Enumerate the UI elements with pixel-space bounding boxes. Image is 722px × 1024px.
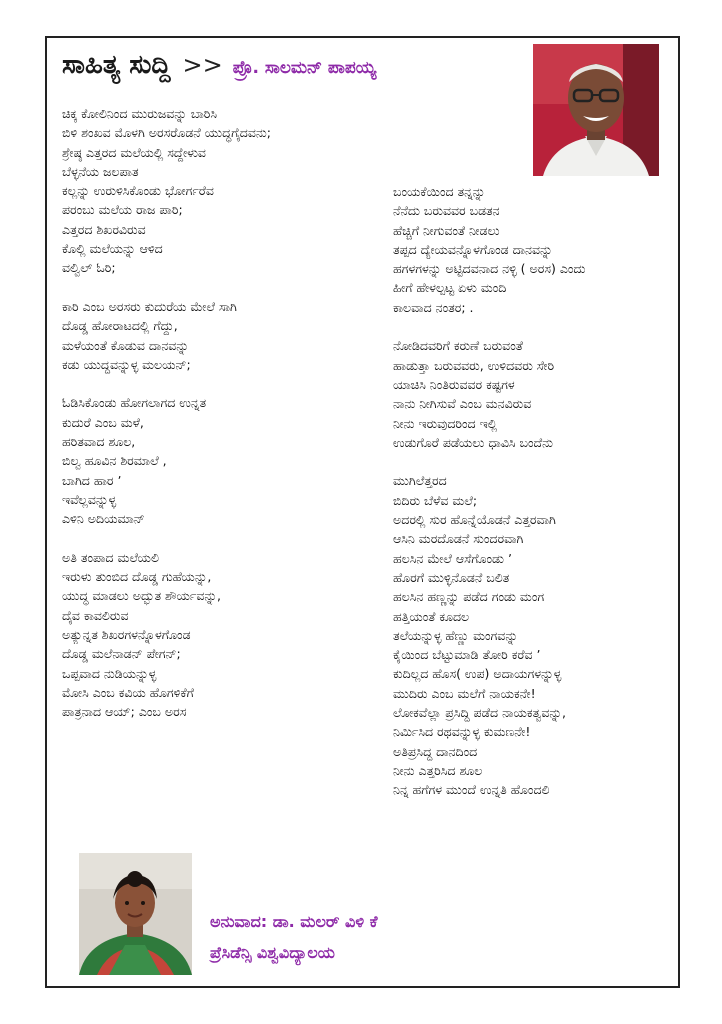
poet-photo <box>533 44 659 176</box>
poem-line: ಪಾತ್ರನಾದ ಆಯ್; ಎಂಬ ಅರಸ <box>62 704 187 720</box>
poem-line: ತಪ್ಪದ ದ್ಯೇಯವನ್ನೊಳಗೊಂಡ ದಾನವನ್ನು <box>393 241 553 257</box>
stanza-break <box>62 529 362 548</box>
page-title: ಸಾಹಿತ್ಯ ಸುದ್ದಿ <box>62 50 171 80</box>
poem-line: ಯಾಚಿಸಿ ನಿಂತಿರುವವರ ಕಷ್ಟಗಳ <box>393 376 515 392</box>
poem-line: ಅತಿ ತಂಪಾದ ಮಲೆಯಲಿ <box>62 549 159 565</box>
poem-line: ನೋಡಿದವರಿಗೆ ಕರುಣೆ ಬರುವಂತೆ <box>393 338 523 354</box>
stanza-break <box>62 374 362 393</box>
poem-line: ಕಾರಿ ಎಂಬ ಅರಸರು ಕುದುರೆಯ ಮೇಲೆ ಸಾಗಿ <box>62 298 237 314</box>
poem-line: ಬೆಳ್ಳನೆಯ ಜಲಪಾತ <box>62 163 139 179</box>
poem-line: ಹೆಚ್ಚಿಗೆ ನೀಗುವಂತೆ ನೀಡಲು <box>393 222 500 238</box>
translator-photo <box>79 853 192 975</box>
poem-line: ಹರಿತವಾದ ಶೂಲ, <box>62 434 136 450</box>
poem-line: ವಲ್ವಿಲ್ ಓರಿ; <box>62 260 116 276</box>
poem-line: ಹತ್ತಿಯಂತೆ ಕೂದಲ <box>393 608 470 624</box>
poem-line: ಮಳೆಯಂತೆ ಕೊಡುವ ದಾನವನ್ನು <box>62 337 189 353</box>
poem-line: ನಿನ್ನ ಹಗೆಗಳ ಮುಂದೆ ಉನ್ನತಿ ಹೊಂದಲಿ <box>393 782 550 798</box>
poem-line: ಅದರಲ್ಲಿ ಸುರ ಹೊನ್ನೆಯೊಡನೆ ಎತ್ತರವಾಗಿ <box>393 512 556 528</box>
poem-line: ಅತ್ಯುನ್ನತ ಶಿಖರಗಳನ್ನೊಳಗೊಂಡ <box>62 627 191 643</box>
title-separator: >> <box>182 51 223 79</box>
poem-line: ಹಲಸಿನ ಹಣ್ಣನ್ನು ಪಡೆದ ಗಂಡು ಮಂಗ <box>393 589 545 605</box>
poem-line: ಎಳಿನಿ ಅದಿಯಮಾನ್ <box>62 511 145 527</box>
poem-line: ಲೋಕವೆಲ್ಲಾ ಪ್ರಸಿದ್ಧಿ ಪಡೆದ ನಾಯಕತ್ವವನ್ನು, <box>393 705 566 721</box>
poem-line: ಹಗಳಗಳನ್ನು ಅಟ್ಟಿದವನಾದ ನಳ್ಳಿ ( ಅರಸ) ಎಂದು <box>393 261 586 277</box>
poem-line: ಹಾಡುತ್ತಾ ಬರುವವರು, ಉಳಿದವರು ಸೇರಿ <box>393 357 555 373</box>
poem-line: ಬಂಯಕೆಯಿಂದ ತನ್ನನ್ನು <box>393 184 486 199</box>
poem-line: ನಾನು ನೀಗಿಸುವೆ ಎಂಬ ಮನವಿರುವ <box>393 396 532 412</box>
poem-line: ಕೈಯಿಂದ ಬೆಟ್ಟುಮಾಡಿ ತೋರಿ ಕರೆವ ʼ <box>393 647 541 663</box>
poem-line: ಬಿದಿರು ಬೆಳೆವ ಮಲೆ; <box>393 492 478 508</box>
poem-line: ಶ್ರೇಷ್ಠ ಎತ್ತರದ ಮಲೆಯಲ್ಲಿ ಸದ್ದೇಳುವ <box>62 144 206 160</box>
poem-line: ಇರುಳು ತುಂಬಿದ ದೊಡ್ಡ ಗುಹೆಯನ್ನು, <box>62 569 212 585</box>
poem-line: ಬಿಲ್ವ ಹೂವಿನ ಶಿರಮಾಲೆ , <box>62 453 167 469</box>
translator-credit: ಅನುವಾದ: ಡಾ. ಮಲರ್ ವಿಳಿ ಕೆ <box>210 912 378 931</box>
university-name: ಪ್ರೆಸಿಡೆನ್ಸಿ ವಿಶ್ವವಿದ್ಯಾಲಯ <box>210 943 335 962</box>
poem-line: ಮುದಿರು ಎಂಬ ಮಲೆಗೆ ನಾಯಕನೇ! <box>393 685 536 701</box>
poem-line: ಹೊರಗೆ ಮುಳ್ಳಿನೊಡನೆ ಬಲಿತ <box>393 569 510 585</box>
poem-line: ಮೋಸಿ ಎಂಬ ಕವಿಯ ಹೊಗಳಿಕೆಗೆ <box>62 684 194 700</box>
poem-line: ಕೊಲ್ಲಿ ಮಲೆಯನ್ನು ಆಳಿದ <box>62 241 163 257</box>
stanza-break <box>393 317 683 336</box>
poem-line: ಇವೆಲ್ಲವನ್ನುಳ್ಳ <box>62 491 117 507</box>
poem-line: ಪರಂಬು ಮಲೆಯ ರಾಜ ಪಾರಿ; <box>62 202 183 218</box>
poem-line: ದೊಡ್ಡ ಹೋರಾಟದಲ್ಲಿ ಗೆದ್ದು, <box>62 318 178 334</box>
poem-line: ಹೀಗೆ ಹೇಳಲ್ಪಟ್ಟ ಏಳು ಮಂದಿ <box>393 280 507 296</box>
poem-line: ಅತಿಪ್ರಸಿದ್ಧ ದಾನದಿಂದ <box>393 743 478 759</box>
poem-line: ಒಪ್ಪವಾದ ನುಡಿಯನ್ನುಳ್ಳ <box>62 665 157 681</box>
poem-line: ಯುದ್ಧ ಮಾಡಲು ಅದ್ಭುತ ಶೌರ್ಯವನ್ನು, <box>62 588 222 604</box>
poem-line: ಚಿಕ್ಕ ಕೋಲಿನಿಂದ ಮುರುಜವನ್ನು ಬಾರಿಸಿ <box>62 106 218 121</box>
poem-line: ಮುಗಿಲೆತ್ತರದ <box>393 473 447 489</box>
poem-line: ನಿರ್ಮಿಸಿದ ರಥವನ್ನುಳ್ಳ ಕುಮಣನೇ! <box>393 724 531 740</box>
poem-line: ನೆನೆದು ಬರುವವರ ಬಡತನ <box>393 203 500 219</box>
poem-line: ಓಡಿಸಿಕೊಂಡು ಹೋಗಲಾಗದ ಉನ್ನತ <box>62 395 207 411</box>
poem-line: ನೀನು ಇರುವುದರಿಂದ ಇಲ್ಲಿ <box>393 415 498 431</box>
poem-line: ಉಡುಗೊರೆ ಪಡೆಯಲು ಧಾವಿಸಿ ಬಂದೆನು <box>393 434 554 450</box>
poem-line: ತಲೆಯನ್ನುಳ್ಳ ಹೆಣ್ಣು ಮಂಗವನ್ನು <box>393 627 518 643</box>
poem-column-right <box>393 182 683 800</box>
poem-line: ಕಾಲವಾದ ನಂತರ; . <box>393 299 474 315</box>
poem-line: ಹಲಸಿನ ಮೇಲೆ ಆಸೆಗೊಂಡು ʼ <box>393 550 512 566</box>
poem-line: ನೀನು ಎತ್ತರಿಸಿದ ಶೂಲ <box>393 762 483 778</box>
poem-line: ಬಾಗಿದ ಹಾರ ʼ <box>62 472 122 488</box>
stanza-break <box>393 452 683 471</box>
poem-line: ಕುದಿಲ್ಲದ ಹೊಸ( ಉಪ) ಅದಾಯಗಳನ್ನುಳ್ಳ <box>393 666 562 682</box>
poem-line: ಎತ್ತರದ ಶಿಖರವಿರುವ <box>62 221 146 237</box>
poem-line: ಕುದುರೆ ಎಂಬ ಮಳೆ, <box>62 414 144 430</box>
header <box>62 50 376 90</box>
poem-line: ದೊಡ್ಡ ಮಲೆನಾಡನ್ ಪೇಗನ್; <box>62 646 181 662</box>
poem-column-left <box>62 104 362 722</box>
poem-line: ಕಡು ಯುದ್ಧವನ್ನುಳ್ಳ ಮಲಯನ್; <box>62 356 191 372</box>
stanza-break <box>62 278 362 297</box>
poem-line: ಆಸಿನಿ ಮರದೊಡನೆ ಸುಂದರವಾಗಿ <box>393 531 524 547</box>
poem-line: ಕಲ್ಲನ್ನು ಉರುಳಿಸಿಕೊಂಡು ಭೋರ್ಗರೆವ <box>62 183 214 199</box>
poet-name: ಪ್ರೊ. ಸಾಲಮನ್ ಪಾಪಯ್ಯ <box>232 58 377 78</box>
poem-line: ಬಿಳಿ ಶಂಖವ ಮೊಳಗಿ ಅರಸರೊಡನೆ ಯುದ್ಧಗೈದವನು; <box>62 125 271 141</box>
poem-line: ದೈವ ಕಾವಲಿರುವ <box>62 607 129 623</box>
